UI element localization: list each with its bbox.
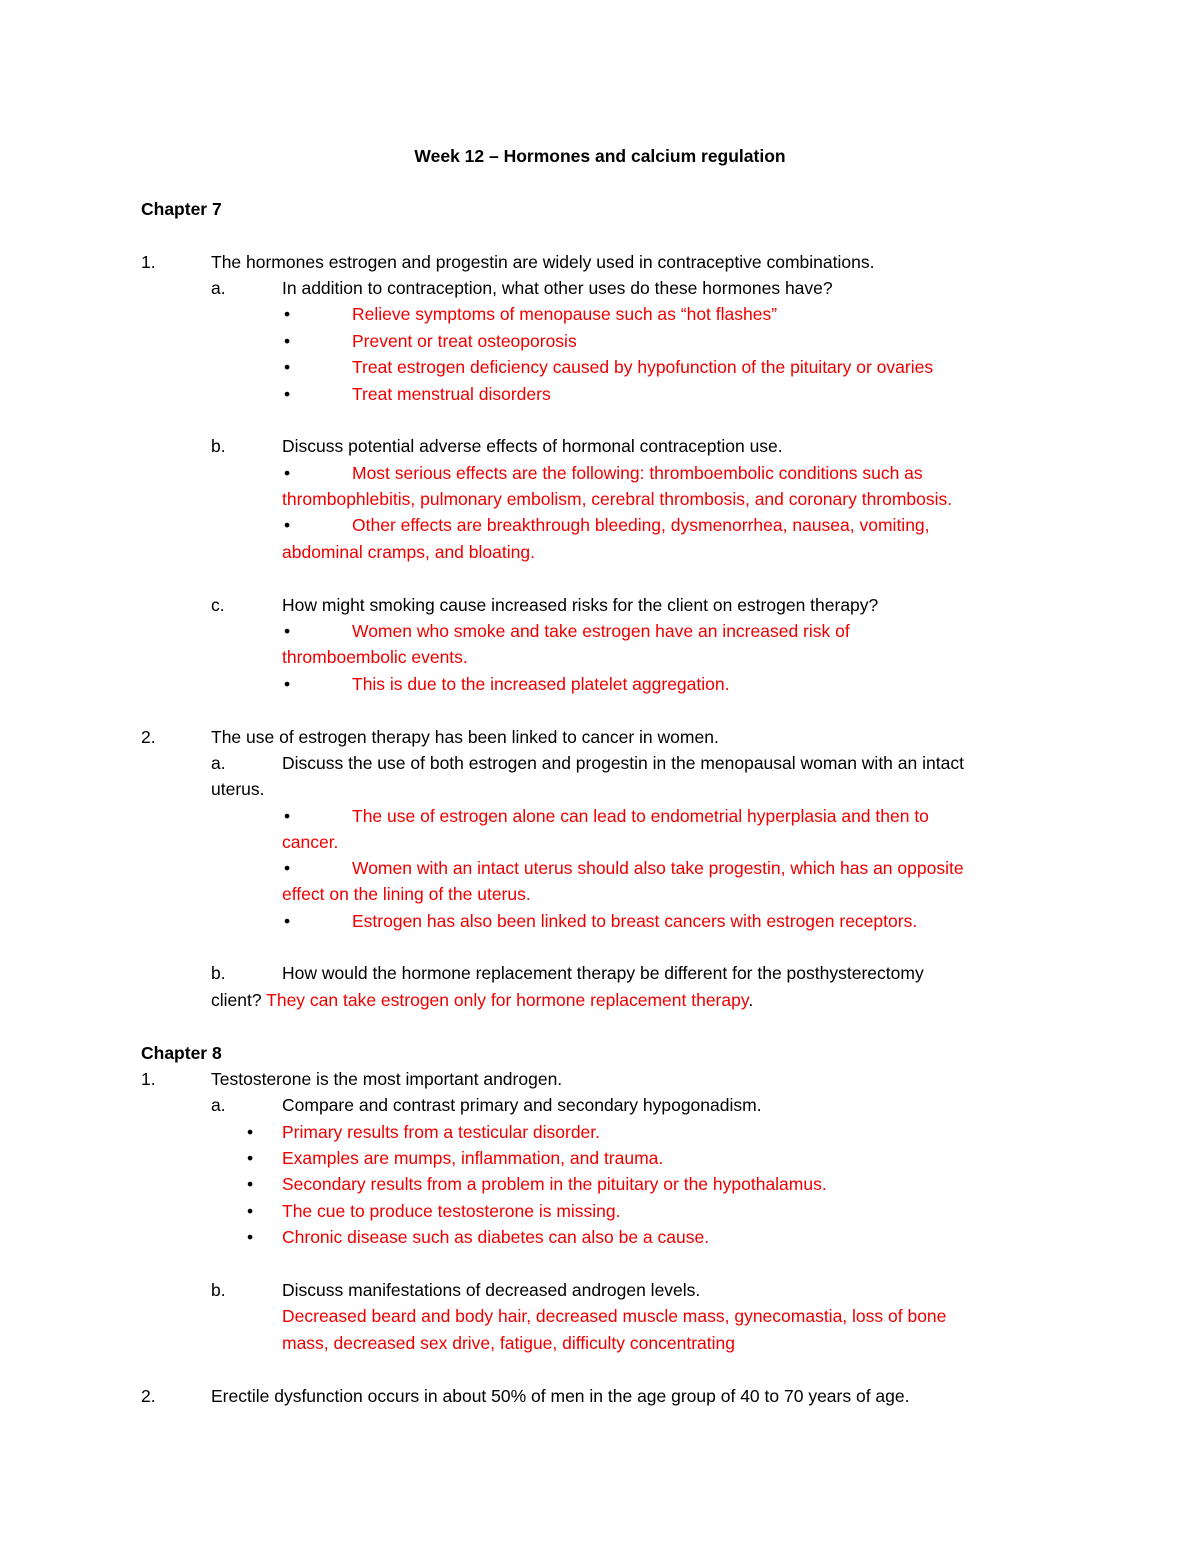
subquestion-text: How might smoking cause increased risks for the client on estrogen therapy? xyxy=(282,595,879,615)
answer-item: Other effects are breakthrough bleeding, dysmenorrhea, nausea, vomiting, xyxy=(352,515,930,535)
answer-item: Examples are mumps, inflammation, and trauma. xyxy=(282,1148,664,1168)
question-text: The hormones estrogen and progestin are widely used in contraceptive combinations. xyxy=(211,252,875,272)
answer-item: Most serious effects are the following: thromboembolic conditions such as xyxy=(352,463,923,483)
answer-item: The cue to produce testosterone is missing. xyxy=(282,1201,621,1221)
answer-item: Primary results from a testicular disorder. xyxy=(282,1122,601,1142)
bullet-icon: • xyxy=(284,384,291,404)
answer-text: Decreased beard and body hair, decreased muscle mass, gynecomastia, loss of bone xyxy=(282,1306,947,1326)
bullet-icon: • xyxy=(284,806,291,826)
subquestion-text: Discuss the use of both estrogen and progestin in the menopausal woman with an intact xyxy=(282,753,964,773)
answer-item: Estrogen has also been linked to breast cancers with estrogen receptors. xyxy=(352,911,918,931)
bullet-icon: • xyxy=(284,911,291,931)
subquestion-text: In addition to contraception, what other uses do these hormones have? xyxy=(282,278,833,298)
subquestion-label: b. xyxy=(211,1280,226,1300)
subquestion-label: b. xyxy=(211,963,226,983)
answer-item: Women who smoke and take estrogen have an increased risk of xyxy=(352,621,850,641)
subquestion-label: a. xyxy=(211,1095,226,1115)
bullet-icon: • xyxy=(247,1148,254,1168)
subquestion-text: Compare and contrast primary and secondary hypogonadism. xyxy=(282,1095,762,1115)
subquestion-label: a. xyxy=(211,278,226,298)
question-number: 1. xyxy=(141,1069,156,1089)
bullet-icon: • xyxy=(284,304,291,324)
bullet-icon: • xyxy=(247,1227,254,1247)
bullet-icon: • xyxy=(284,674,291,694)
subquestion-label: a. xyxy=(211,753,226,773)
subquestion-label: c. xyxy=(211,595,225,615)
bullet-icon: • xyxy=(284,463,291,483)
answer-item: Relieve symptoms of menopause such as “hot flashes” xyxy=(352,304,778,324)
subquestion-text: Discuss potential adverse effects of hormonal contraception use. xyxy=(282,436,783,456)
bullet-icon: • xyxy=(284,515,291,535)
subquestion-continuation: uterus. xyxy=(211,779,265,799)
answer-item: Secondary results from a problem in the pituitary or the hypothalamus. xyxy=(282,1174,827,1194)
bullet-icon: • xyxy=(284,331,291,351)
subquestion-text: Discuss manifestations of decreased androgen levels. xyxy=(282,1280,701,1300)
answer-item: This is due to the increased platelet aggregation. xyxy=(352,674,730,694)
chapter-7-heading: Chapter 7 xyxy=(141,199,222,219)
bullet-icon: • xyxy=(247,1201,254,1221)
subquestion-continuation xyxy=(211,989,753,1011)
answer-continuation: effect on the lining of the uterus. xyxy=(282,884,531,904)
answer-item: The use of estrogen alone can lead to endometrial hyperplasia and then to xyxy=(352,806,929,826)
question-text: The use of estrogen therapy has been linked to cancer in women. xyxy=(211,727,719,747)
bullet-icon: • xyxy=(284,357,291,377)
answer-continuation: mass, decreased sex drive, fatigue, difficulty concentrating xyxy=(282,1333,735,1353)
answer-continuation: abdominal cramps, and bloating. xyxy=(282,542,535,562)
period: . xyxy=(748,990,754,1010)
answer-continuation: cancer. xyxy=(282,832,339,852)
page-title: Week 12 – Hormones and calcium regulation xyxy=(414,146,786,166)
subquestion-label: b. xyxy=(211,436,226,456)
question-text: Erectile dysfunction occurs in about 50% of men in the age group of 40 to 70 years of age. xyxy=(211,1386,910,1406)
answer-continuation: thrombophlebitis, pulmonary embolism, cerebral thrombosis, and coronary thrombosis. xyxy=(282,489,953,509)
answer-item: Prevent or treat osteoporosis xyxy=(352,331,577,351)
answer-inline: They can take estrogen only for hormone replacement therapy xyxy=(266,990,749,1010)
question-number: 1. xyxy=(141,252,156,272)
question-number: 2. xyxy=(141,1386,156,1406)
answer-item: Treat menstrual disorders xyxy=(352,384,551,404)
question-number: 2. xyxy=(141,727,156,747)
subquestion-text-end: client? xyxy=(211,990,262,1010)
chapter-8-heading: Chapter 8 xyxy=(141,1043,222,1063)
answer-item: Chronic disease such as diabetes can also be a cause. xyxy=(282,1227,710,1247)
question-text: Testosterone is the most important androgen. xyxy=(211,1069,563,1089)
bullet-icon: • xyxy=(247,1174,254,1194)
subquestion-text: How would the hormone replacement therapy be different for the posthysterectomy xyxy=(282,963,924,983)
bullet-icon: • xyxy=(284,621,291,641)
bullet-icon: • xyxy=(284,858,291,878)
bullet-icon: • xyxy=(247,1122,254,1142)
answer-item: Treat estrogen deficiency caused by hypofunction of the pituitary or ovaries xyxy=(352,357,934,377)
answer-continuation: thromboembolic events. xyxy=(282,647,468,667)
answer-item: Women with an intact uterus should also take progestin, which has an opposite xyxy=(352,858,964,878)
